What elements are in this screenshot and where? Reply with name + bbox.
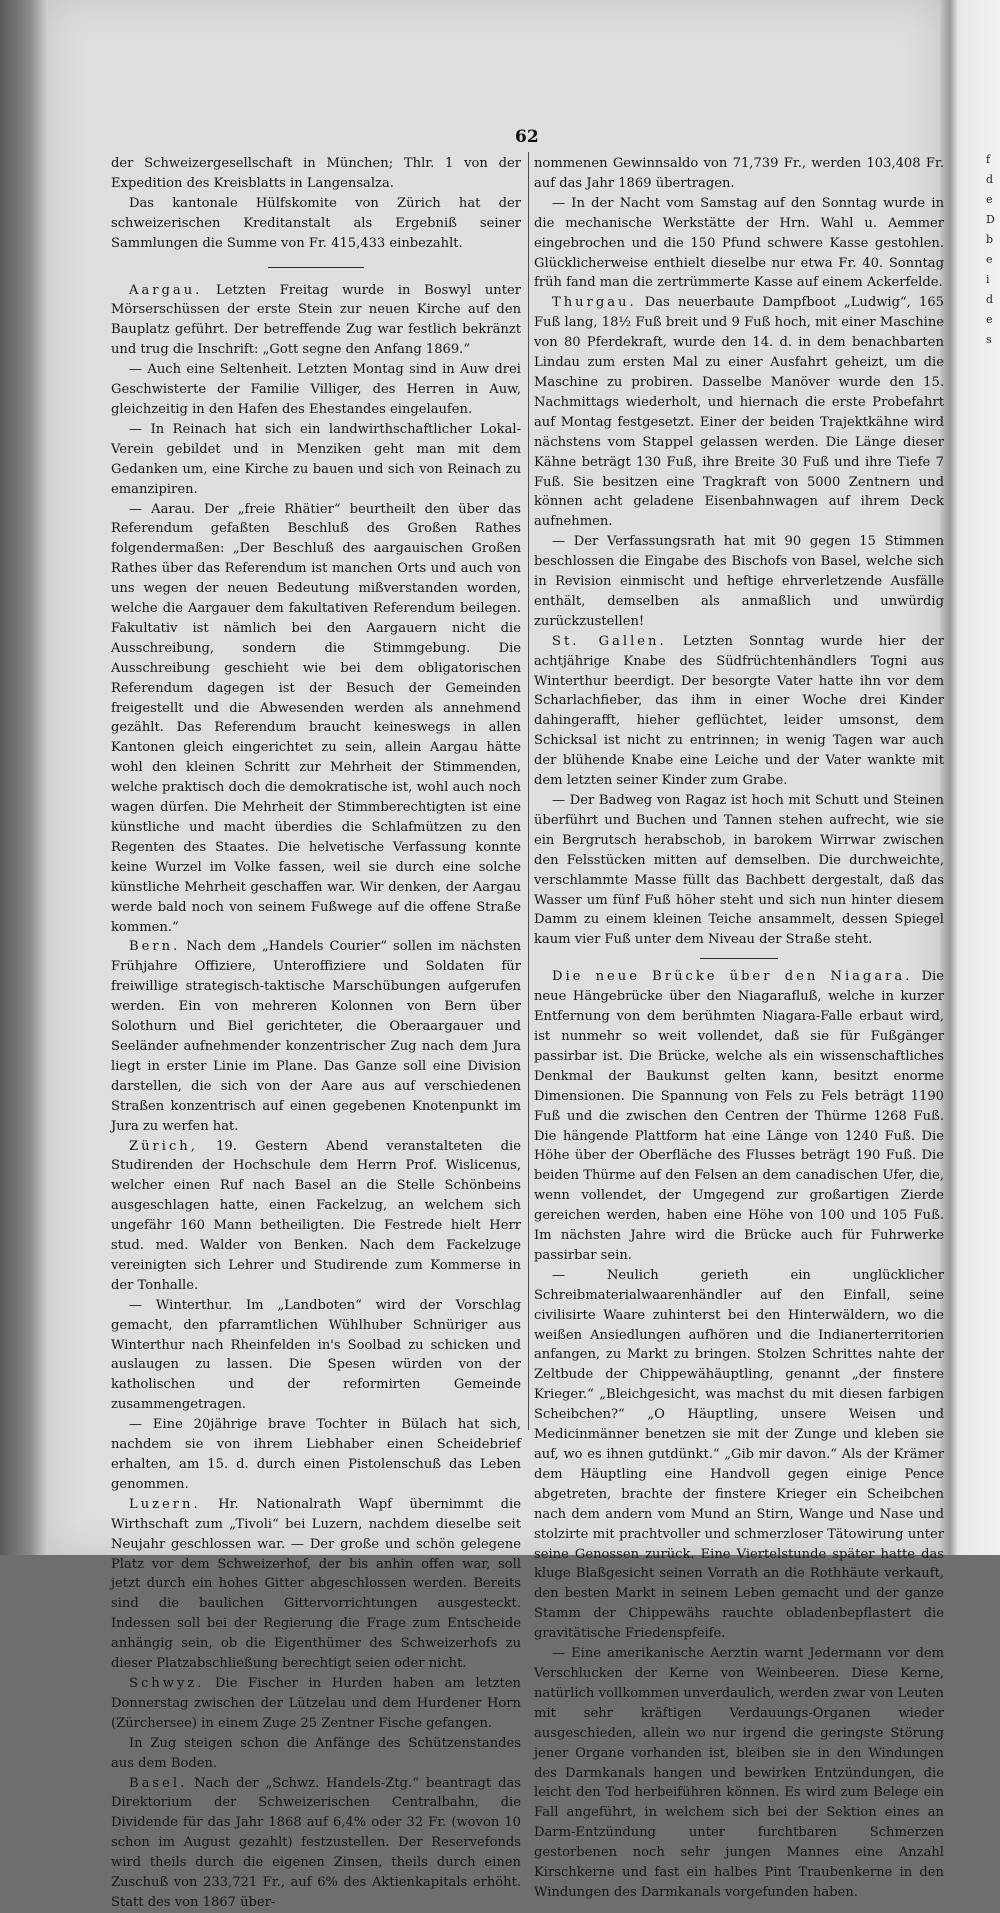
newspaper-page	[48, 0, 944, 1910]
place-heading: Luzern.	[129, 1496, 201, 1512]
edge-fragment: i	[986, 273, 990, 286]
paragraph-text: Das neuerbaute Dampfboot „Ludwig“, 165 Fuß lang, 18½ Fuß breit und 9 Fuß hoch, mit einer Maschine von 80 Pferdekraft, wurde den 14. d. in dem benachbarten Lindau zum ersten Mal zu einer Ausfahrt geheizt, um die Maschine zu probiren. Dasselbe Manöver wurde den 15. Nachmittags wiederholt, und hiernach die erste Probefahrt auf Montag festgesetzt. Einer der beiden Trajektkähne wird nächstens vom Stappel gelassen werden. Die Länge dieser Kähne beträgt 130 Fuß, ihre Breite 30 Fuß und ihre Tiefe 7 Fuß. Sie besitzen eine Tragkraft von 5000 Zentnern und können acht geladene Eisenbahnwagen auf ihrem Deck aufnehmen.	[534, 295, 944, 530]
paragraph-text: Die Fischer in Hurden haben am letzten Donnerstag zwischen der Lützelau und dem Hurdener Horn (Zürchersee) in einem Zuge 25 Zentner Fische gefangen.	[111, 1675, 521, 1731]
place-heading: Thurgau.	[552, 295, 637, 311]
paragraph-text: Das kantonale Hülfskomite von Zürich hat der schweizerischen Kreditanstalt als Ergebniß seiner Sammlungen die Summe von Fr. 415,433 einbezahlt.	[111, 195, 521, 251]
place-heading: Schwyz.	[129, 1675, 205, 1691]
paragraph-text: — Der Verfassungsrath hat mit 90 gegen 15 Stimmen beschlossen die Eingabe des Bischofs von Basel, welche sich in Revision einmischt und heftige ehrverletzende Ausfälle enthält, demselben als anmaßlich und unwürdig zurückzustellen!	[534, 534, 944, 629]
article-paragraph	[111, 500, 521, 938]
article-paragraph	[111, 1415, 521, 1495]
article-paragraph	[111, 281, 521, 361]
paragraph-text: Die neue Hängebrücke über den Niagarafluß, welche in kurzer Entfernung von dem berühmten Niagara-Falle erbaut wird, ist nunmehr so weit vollendet, daß sie für Fußgänger passirbar ist. Die Brücke, welche als ein wissenschaftliches Denkmal der Baukunst gelten kann, besitzt enorme Dimensionen. Die Spannung von Fels zu Fels beträgt 1190 Fuß und die zwischen den Centren der Thürme 1268 Fuß. Die hängende Plattform hat eine Länge von 1240 Fuß. Die Höhe über der Oberfläche des Flusses beträgt 190 Fuß. Die beiden Thürme auf den Felsen an dem canadischen Ufer, die, wenn vollendet, der Umgegend zur großartigen Zierde gereichen werden, haben eine Höhe von 100 und 105 Fuß. Im nächsten Jahre wird die Brücke auch für Fuhrwerke passirbar sein.	[534, 969, 944, 1263]
article-paragraph	[111, 1495, 521, 1674]
article-paragraph	[111, 937, 521, 1136]
page-number: 62	[515, 127, 539, 147]
adjacent-page-edge	[956, 150, 1000, 410]
section-rule	[700, 958, 778, 959]
article-paragraph	[534, 1644, 944, 1903]
place-heading: Die neue Brücke über den Niagara.	[552, 969, 913, 985]
edge-fragment: d	[986, 173, 994, 186]
article-paragraph	[111, 1734, 521, 1774]
paragraph-text: — In der Nacht vom Samstag auf den Sonntag wurde in die mechanische Werkstätte der Hrn. Wahl u. Aemmer eingebrochen und die 150 Pfund schwere Kasse gestohlen. Glücklicherweise enthielt dieselbe nur etwa Fr. 40. Sonntag früh fand man die zertrümmerte Kasse auf einem Ackerfelde.	[534, 195, 944, 291]
place-heading: Aargau.	[129, 282, 203, 298]
edge-fragment: f	[986, 153, 991, 166]
article-paragraph	[534, 532, 944, 632]
article-paragraph	[111, 360, 521, 420]
article-paragraph	[111, 1296, 521, 1415]
paragraph-text: — In Reinach hat sich ein landwirthschaftlicher Lokal-Verein gebildet und in Menziken geht man mit dem Gedanken um, eine Kirche zu bauen und sich von Reinach zu emanzipiren.	[111, 421, 521, 497]
paragraph-text: Letzten Sonntag wurde hier der achtjährige Knabe des Südfrüchtenhändlers Togni aus Winterthur beerdigt. Der besorgte Vater hatte ihn vor dem Scharlachfieber, das ihm in einer Woche drei Kinder dahingerafft, hieher geflüchtet, leider umsonst, dem Schicksal ist nicht zu entrinnen; in wenig Tagen war auch der blühende Knabe eine Leiche und der Vater wankte mit dem letzten seiner Kinder zum Grabe.	[534, 633, 944, 789]
article-paragraph	[534, 632, 944, 791]
paragraph-text: 19. Gestern Abend veranstalteten die Studirenden der Hochschule dem Herrn Prof. Wislicenus, welcher einen Ruf nach Basel an die Stelle Schönbeins ausgeschlagen hatte, einen Fackelzug, an welchem sich ungefähr 160 Mann betheiligten. Die Festrede hielt Herr stud. med. Walder von Benken. Nach dem Fackelzuge vereinigten sich Lehrer und Studirende zum Kommerse in der Tonhalle.	[111, 1138, 521, 1293]
paragraph-text: — Aarau. Der „freie Rhätier“ beurtheilt den über das Referendum gefaßten Beschluß des Großen Rathes folgendermaßen: „Der Beschluß des aargauischen Großen Rathes über das Referendum ist manchen Orts und auch von uns wegen der neuen Bedeutung mißverstanden worden, welche die Aargauer dem fakultativen Referendum beilegen. Fakultativ ist nämlich bei den Aargauern nicht die Ausschreibung, sondern die Stimmgebung. Die Ausschreibung geschieht wie bei dem obligatorischen Referendum dagegen ist der Besuch der Gemeinden freigestellt und die Abwesenden werden als annehmend gezählt. Das Referendum braucht keineswegs in allen Kantonen gleich eingerichtet zu sein, allein Aargau hätte wohl den kleinen Schritt zur Mehrheit der Stimmenden, welche praktisch doch die demokratische ist, wohl auch noch wagen dürfen. Die Mehrheit der Stimmberechtigten ist eine künstliche und macht überdies die Schlafmützen zu den Regenten des Staates. Die helvetische Verfassung konnte keine Wurzel im Volke fassen, weil sie durch eine solche künstliche Mehrheit geschaffen war. Wir denken, der Aargau werde bald noch von seinem Fußwege auf die offene Straße kommen.“	[111, 501, 521, 935]
article-paragraph	[111, 1137, 521, 1296]
article-paragraph	[534, 194, 944, 294]
paragraph-text: — Eine 20jährige brave Tochter in Bülach hat sich, nachdem sie von ihrem Liebhaber einen Scheidebrief erhalten, am 15. d. durch einen Pistolenschuß das Leben genommen.	[111, 1417, 521, 1492]
place-heading: Zürich,	[129, 1138, 198, 1154]
article-paragraph	[111, 1674, 521, 1734]
article-paragraph	[111, 194, 521, 254]
paragraph-text: — Der Badweg von Ragaz ist hoch mit Schutt und Steinen überführt und Buchen und Tannen stehen aufrecht, wie sie ein Bergrutsch herabschob, in barokem Wirrwar zwischen den Felsstücken mitten auf demselben. Die durchweichte, verschlammte Masse füllt das Bachbett dergestalt, daß das Wasser um fünf Fuß höher steht und sich nun hinter diesem Damm zu einem kleinen Teiche ansammelt, dessen Spiegel kaum vier Fuß unter dem Niveau der Straße steht.	[534, 793, 944, 948]
article-paragraph	[534, 791, 944, 950]
right-column	[534, 154, 944, 1903]
edge-fragment: D	[986, 213, 995, 226]
paragraph-text: Nach der „Schwz. Handels-Ztg.“ beantragt das Direktorium der Schweizerischen Centralbahn, die Dividende für das Jahr 1868 auf 6,4% oder 32 Fr. (wovon 10 schon im August gezahlt) festzustellen. Der Reservefonds wird theils durch die eigenen Zinsen, theils durch einen Zuschuß von 233,721 Fr., auf 6% des Aktienkapitals erhöht. Statt des von 1867 über-	[111, 1775, 521, 1910]
column-divider	[528, 152, 529, 1430]
paragraph-text: In Zug steigen schon die Anfänge des Schützenstandes aus dem Boden.	[111, 1735, 521, 1771]
article-paragraph	[111, 1774, 521, 1913]
edge-fragment: e	[986, 313, 993, 326]
paragraph-text: der Schweizergesellschaft in München; Thlr. 1 von der Expedition des Kreisblatts in Langensalza.	[111, 156, 521, 191]
paragraph-text: — Neulich gerieth ein unglücklicher Schreibmaterialwaarenhändler auf den Einfall, seine civilisirte Waare zuhinterst bei den Hinterwäldern, wo die weißen Ansiedlungen aufhören und die Indianerterritorien anfangen, zu Markt zu bringen. Stolzen Schrittes nahte der Zeltbude der Chippewähäuptling, genannt „der finstere Krieger.“ „Bleichgesicht, was machst du mit diesen farbigen Scheibchen?“ „O Häuptling, unsere Weisen und Medicinmänner benetzen sie mit der Zunge und kleben sie auf, wo es ihnen gutdünkt.“ „Gib mir davon.“ Als der Krämer dem Häuptling eine Handvoll gegen einige Pence abgetreten, brachte der finstere Krieger ein Scheibchen nach dem andern vom Mund an Stirn, Wange und Nase und stolzirte mit prachtvoller und schmerzloser Tätowirung unter seine Genossen zurück. Eine Viertelstunde später hatte das kluge Blaßgesicht seinen Vorrath an die Rothhäute verkauft, den besten Markt in seinem Leben gemacht und der ganze Stamm der Chippewähs rauchte obladenbepflastert die gravitätische Friedenspfeife.	[534, 1267, 944, 1642]
article-paragraph	[534, 293, 944, 532]
paragraph-text: Hr. Nationalrath Wapf übernimmt die Wirthschaft zum „Tivoli“ bei Luzern, nachdem dieselbe seit Neujahr geschlossen war. — Der große und schön gelegene Platz vor dem Schweizerhof, der bis anhin offen war, soll jetzt durch ein hohes Gitter abgeschlossen werden. Bereits sind die baulichen Gittervorrichtungen ausgesteckt. Indessen soll bei der Regierung die Frage zum Entscheide anhängig sein, ob die Eigenthümer des Schweizerhofs zu dieser Platzabschließung berechtigt seien oder nicht.	[111, 1496, 521, 1672]
article-paragraph	[534, 967, 944, 1266]
edge-fragment: d	[986, 293, 994, 306]
article-paragraph	[534, 154, 944, 194]
left-column	[111, 154, 521, 1913]
paragraph-text: — Winterthur. Im „Landboten“ wird der Vorschlag gemacht, den pfarramtlichen Wühlhuber Schnüriger aus Winterthur nach Rheinfelden in's Soolbad zu schicken und auslaugen zu lassen. Die Spesen würden von der katholischen und der reformirten Gemeinde zusammengetragen.	[111, 1297, 521, 1413]
paragraph-text: — Eine amerikanische Aerztin warnt Jedermann vor dem Verschlucken der Kerne von Weinbeeren. Diese Kerne, natürlich vollkommen unverdaulich, werden zwar von Leuten mit sehr kräftigen Verdauungs-Organen wieder ausgeschieden, allein wo nur irgend die geringste Störung jener Organe vorhanden ist, bleiben sie in den Windungen des Darmkanals hangen und bewirken Entzündungen, die leicht den Tod herbeiführen können. Es wird zum Belege ein Fall angeführt, in welchem sich bei der Sektion eines an Darm-Entzündung unter furchtbaren Schmerzen gestorbenen noch sehr jungen Mannes eine Anzahl Kirschkerne und fast ein halbes Pint Traubenkerne in den Windungen des Darmkanals vorgefunden haben.	[534, 1646, 944, 1900]
edge-fragment: e	[986, 253, 993, 266]
article-paragraph	[111, 154, 521, 194]
paragraph-text: nommenen Gewinnsaldo von 71,739 Fr., werden 103,408 Fr. auf das Jahr 1869 übertragen.	[534, 156, 944, 191]
place-heading: St. Gallen.	[552, 633, 667, 649]
section-rule	[268, 267, 364, 268]
paragraph-text: — Auch eine Seltenheit. Letzten Montag sind in Auw drei Geschwisterte der Familie Villiger, des Herren in Auw, gleichzeitig in den Hafen des Ehestandes eingelaufen.	[111, 362, 521, 417]
place-heading: Basel.	[129, 1775, 188, 1791]
edge-fragment: s	[986, 333, 992, 346]
edge-fragment: b	[986, 233, 994, 246]
article-paragraph	[534, 1266, 944, 1644]
article-paragraph	[111, 420, 521, 500]
edge-fragment: e	[986, 193, 993, 206]
place-heading: Bern.	[129, 939, 181, 955]
paragraph-text: Letzten Freitag wurde in Boswyl unter Mörserschüssen der erste Stein zur neuen Kirche auf den Bauplatz geführt. Der betreffende Zug war festlich bekränzt und trug die Inschrift: „Gott segne den Anfang 1869.“	[111, 282, 521, 358]
paragraph-text: Nach dem „Handels Courier“ sollen im nächsten Frühjahre Offiziere, Unteroffiziere und Soldaten für freiwillige strategisch-taktische Marschübungen aufgerufen werden. Ein von mehreren Kolonnen von Bern über Solothurn und Biel gerichteter, die Oberaargauer und Seeländer aufnehmender konzentrischer Zug nach dem Jura liegt in erster Linie im Plane. Das Ganze soll eine Division darstellen, die sich von der Aare aus auf verschiedenen Straßen konzentrisch auf einen gegebenen Knotenpunkt im Jura zu werfen hat.	[111, 939, 521, 1134]
